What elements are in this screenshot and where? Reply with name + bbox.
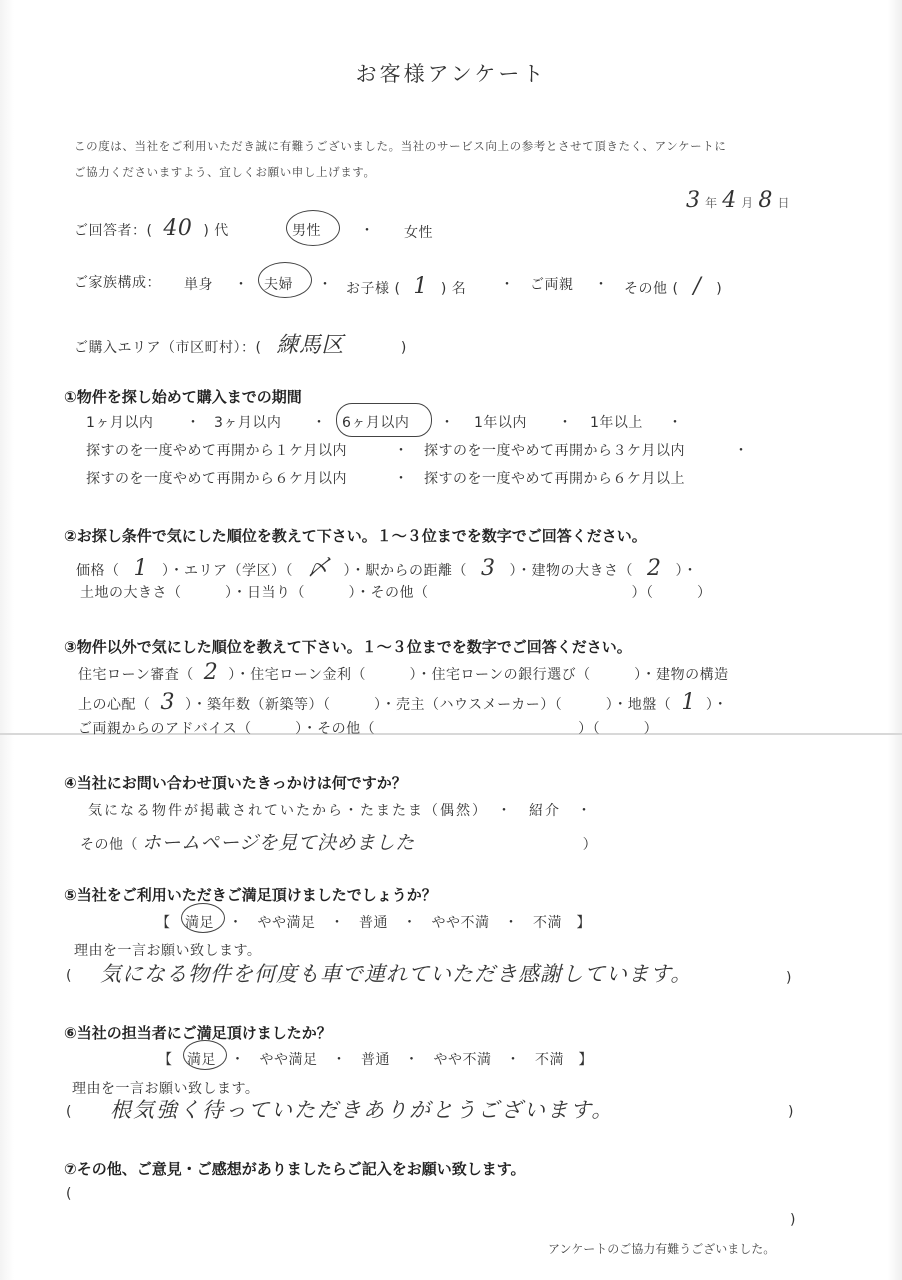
q1-option-1[interactable]: 1ヶ月以内 [86,415,154,431]
footer-thanks: アンケートのご協力有難うございました。 [548,1242,776,1256]
answer-date [686,188,790,213]
area-suffix: ) [400,340,407,356]
q2-station-value: 3 [481,556,496,581]
q6-reason-value: 根気強く待っていただきありがとうございます。 [110,1098,615,1122]
q6-reason-close: ) [788,1104,794,1120]
q2-station-label: ）・駅からの距離（ [343,563,468,579]
date-year: 3 [686,188,700,213]
family-other-value: / [693,274,702,299]
q1-option-6[interactable]: 探すのを一度やめて再開から１ケ月以内 [86,443,347,459]
family-parents-option[interactable]: ご両親 [530,277,574,293]
q7-title: ⑦その他、ご意見・ご感想がありましたらご記入をお願い致します。 [64,1160,526,1178]
q2-area-label: ）・エリア（学区）（ [162,563,293,579]
respondent-age-suffix: ) 代 [203,223,229,239]
q3-line-1-rest: ）・住宅ローン金利（ ）・住宅ローンの銀行選び（ ）・建物の構造 [228,667,729,683]
date-day: 8 [758,188,773,213]
q2-line-2: 土地の大きさ（ ）・日当り（ ）・その他（ ）（ ） [80,585,712,601]
q3-concern-label: 上の心配（ [78,697,151,713]
family-label: ご家族構成： [74,275,161,291]
q4-other-suffix: ） [582,837,598,853]
q6-reason-open: ( [66,1104,72,1120]
q3-line-2-mid: ）・築年数（新築等）（ ）・売主（ハウスメーカー）（ ）・地盤（ [185,697,672,713]
q4-other-label: その他（ [80,837,138,853]
q1-option-8[interactable]: 探すのを一度やめて再開から６ケ月以内 [86,471,347,487]
respondent-row [74,216,229,241]
family-single-option[interactable]: 単身 [184,277,213,293]
family-other-suffix: ) [716,281,723,297]
q4-other-value: ホームページを見て決めました [142,832,415,854]
q5-reason-value: 気になる物件を何度も車で連れていただき感謝しています。 [100,962,693,986]
area-label: ご購入エリア（市区町村）：( [74,340,262,356]
q2-building-suffix: ）・ [675,563,698,579]
q2-building-value: 2 [647,556,662,581]
respondent-age: 40 [163,216,193,241]
page-title: お客様アンケート [355,62,547,86]
q3-loan-label: 住宅ローン審査（ [78,667,194,683]
q2-price-label: 価格（ [76,563,120,579]
family-other-row [624,274,722,299]
q3-line-2-end: ）・ [705,697,728,713]
q6-options[interactable]: 【 満足 ・ やや満足 ・ 普通 ・ やや不満 ・ 不満 】 [158,1052,593,1068]
q1-option-9[interactable]: 探すのを一度やめて再開から６ケ月以上 [424,471,685,487]
gender-separator: ・ [360,223,375,239]
q3-line-1 [78,660,729,685]
area-row [74,328,407,359]
q3-loan-value: 2 [203,660,219,685]
intro-line-1: この度は、当社をご利用いただき誠に有難うございました。当社のサービス向上の参考とさせて頂きたく、アンケートに [74,139,727,153]
q6-title: ⑥当社の担当者にご満足頂けましたか？ [64,1024,332,1042]
selected-male-circle [286,210,340,246]
q5-options[interactable]: 【 満足 ・ やや満足 ・ 普通 ・ やや不満 ・ 不満 】 [156,915,591,931]
intro-line-2: ご協力くださいますよう、宜しくお願い申し上げます。 [74,165,376,179]
gender-female-option[interactable]: 女性 [404,225,433,241]
q4-title: ④当社にお問い合わせ頂いたきっかけは何ですか？ [64,774,407,792]
q3-concern-value: 3 [160,690,175,715]
q5-reason-close: ) [786,970,792,986]
q2-building-label: ）・建物の大きさ（ [509,563,634,579]
family-couple-option[interactable]: 夫婦 [264,277,293,293]
family-other-label: その他 ( [624,281,679,297]
selected-q5-circle [181,903,225,933]
q3-ground-value: 1 [681,690,696,715]
q2-line-1 [76,551,698,582]
q4-line-1: 気になる物件が掲載されていたから・たまたま（偶然） ・ 紹介 ・ [88,803,593,819]
selected-q6-circle [183,1040,227,1070]
q6-reason-label: 理由を一言お願い致します。 [72,1081,260,1097]
q1-option-4[interactable]: 1年以内 [474,415,527,431]
q1-option-3[interactable]: 6ヶ月以内 [342,415,410,431]
selected-q1-circle [336,403,432,437]
q7-open: ( [66,1186,72,1202]
q3-line-3: ご両親からのアドバイス（ ）・その他（ ）（ ） [78,721,659,737]
date-month: 4 [722,188,737,213]
q5-reason-open: ( [66,968,72,984]
q7-close: ) [790,1212,796,1228]
gender-male-option[interactable]: 男性 [292,223,321,239]
q2-area-value: 〆 [307,556,330,581]
q1-title: ①物件を探し始めて購入までの期間 [64,388,302,406]
q4-other-row [80,828,597,855]
q2-price-value: 1 [133,556,148,581]
q1-option-2[interactable]: 3ヶ月以内 [214,415,282,431]
q5-reason-label: 理由を一言お願い致します。 [74,943,262,959]
children-suffix: ) 名 [440,281,467,297]
family-children-row [346,274,466,299]
q3-title: ③物件以外で気にした順位を教えて下さい。１～３位までを数字でご回答ください。 [64,638,632,656]
date-month-label: 月 [741,196,754,210]
q2-title: ②お探し条件で気にした順位を教えて下さい。１～３位までを数字でご回答ください。 [64,527,647,545]
date-year-label: 年 [705,196,718,210]
q5-title: ⑤当社をご利用いただきご満足頂けましたでしょうか？ [64,886,437,904]
children-label: お子様 ( [346,281,401,297]
children-value: 1 [413,274,428,299]
q3-line-2 [78,690,728,715]
q1-option-5[interactable]: 1年以上 [590,415,643,431]
area-value: 練馬区 [276,333,344,358]
selected-couple-circle [258,262,312,298]
respondent-label: ご回答者：( [74,223,153,239]
q1-option-7[interactable]: 探すのを一度やめて再開から３ケ月以内 [424,443,685,459]
date-day-label: 日 [777,196,790,210]
